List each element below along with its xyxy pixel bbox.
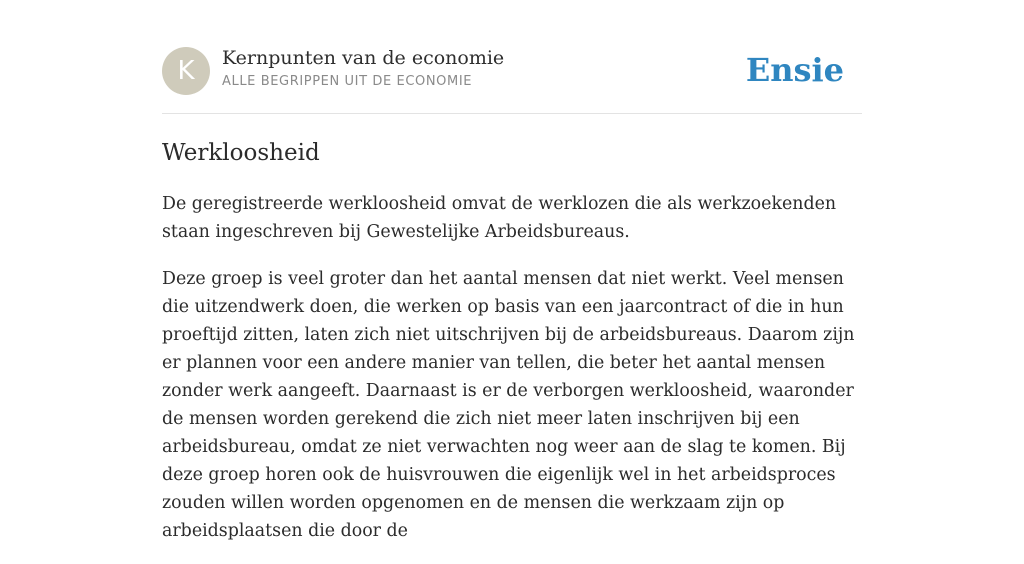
source-avatar[interactable]: K	[162, 47, 210, 95]
article-paragraph: De geregistreerde werkloosheid omvat de werklozen die als werkzoekenden staan ingeschreven bij Gewestelijke Arbeidsbureaus.	[162, 194, 837, 242]
article-title: Werkloosheid	[162, 140, 320, 166]
source-subtitle: ALLE BEGRIPPEN UIT DE ECONOMIE	[222, 74, 473, 89]
source-title-link[interactable]: Kernpunten van de economie	[222, 47, 505, 69]
header	[162, 46, 862, 96]
ensie-logo[interactable]: Ensie	[745, 51, 844, 89]
header-divider	[162, 113, 862, 114]
article-body	[162, 190, 865, 564]
article-paragraph: Deze groep is veel groter dan het aantal mensen dat niet werkt. Veel mensen die uitzendwerk doen, die werken op basis van een jaarcontract of die in hun proeftijd zitten, laten zich niet uitschrijven bij de arbeidsbureaus. Daarom zijn er plannen voor een andere manier van tellen, die beter het aantal mensen zonder werk aangeeft. Daarnaast is er de verborgen werkloosheid, waaronder de mensen worden gerekend die zich niet meer laten inschrijven bij een arbeidsbureau, omdat ze niet verwachten nog weer aan de slag te komen. Bij deze groep horen ook de huisvrouwen die eigenlijk wel in het arbeidsproces zouden willen worden opgenomen en de mensen die werkzaam zijn op arbeidsplaatsen die door de	[162, 269, 855, 541]
